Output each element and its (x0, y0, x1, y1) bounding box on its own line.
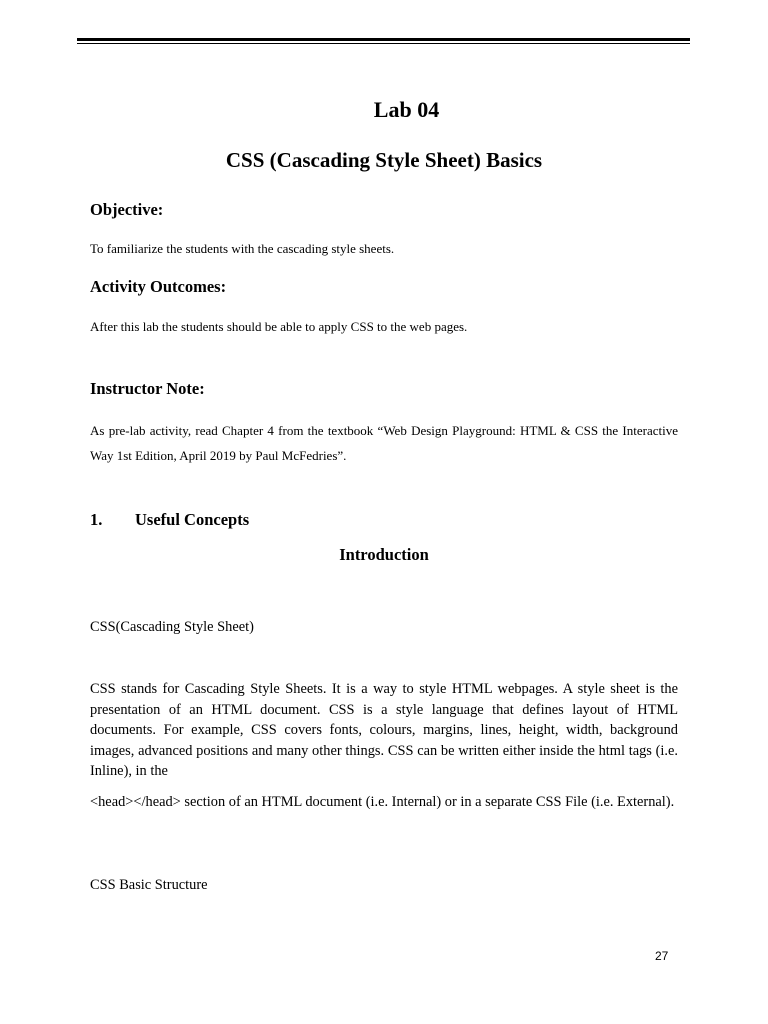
objective-text: To familiarize the students with the cascading style sheets. (90, 241, 395, 256)
outcomes-heading: Activity Outcomes: (90, 277, 227, 296)
top-rule-thin (77, 43, 690, 44)
instructor-note-heading: Instructor Note: (90, 379, 205, 398)
section-title: Useful Concepts (135, 510, 250, 529)
css-basic-structure-label: CSS Basic Structure (90, 877, 208, 893)
lab-title: Lab 04 (373, 97, 440, 122)
css-paragraph-1: CSS stands for Cascading Style Sheets. It is a way to style HTML webpages. A style sheet is the presentation of an HTML document. CSS is a style language that defines layout of HTML documents. For example, CSS covers fonts, colours, margins, lines, height, width, background images, advanced positions and many other things. CSS can be written either inside the html tags (i.e. Inline), in the (90, 681, 678, 779)
top-rule-thick (77, 38, 690, 41)
objective-heading: Objective: (90, 200, 164, 219)
lab-subtitle: CSS (Cascading Style Sheet) Basics (225, 148, 543, 172)
section-number: 1. (90, 510, 103, 529)
introduction-heading: Introduction (339, 545, 429, 564)
page-number: 27 (655, 949, 669, 963)
outcomes-text: After this lab the students should be able to apply CSS to the web pages. (90, 319, 468, 334)
css-paragraph-2: <head></head> section of an HTML document (i.e. Internal) or in a separate CSS File (i.e. External). (90, 794, 675, 810)
instructor-note-text: As pre-lab activity, read Chapter 4 from the textbook “Web Design Playground: HTML & CSS the Interactive Way 1st Edition, April 2019 by Paul McFedries”. (90, 423, 678, 463)
css-label: CSS(Cascading Style Sheet) (90, 619, 254, 635)
